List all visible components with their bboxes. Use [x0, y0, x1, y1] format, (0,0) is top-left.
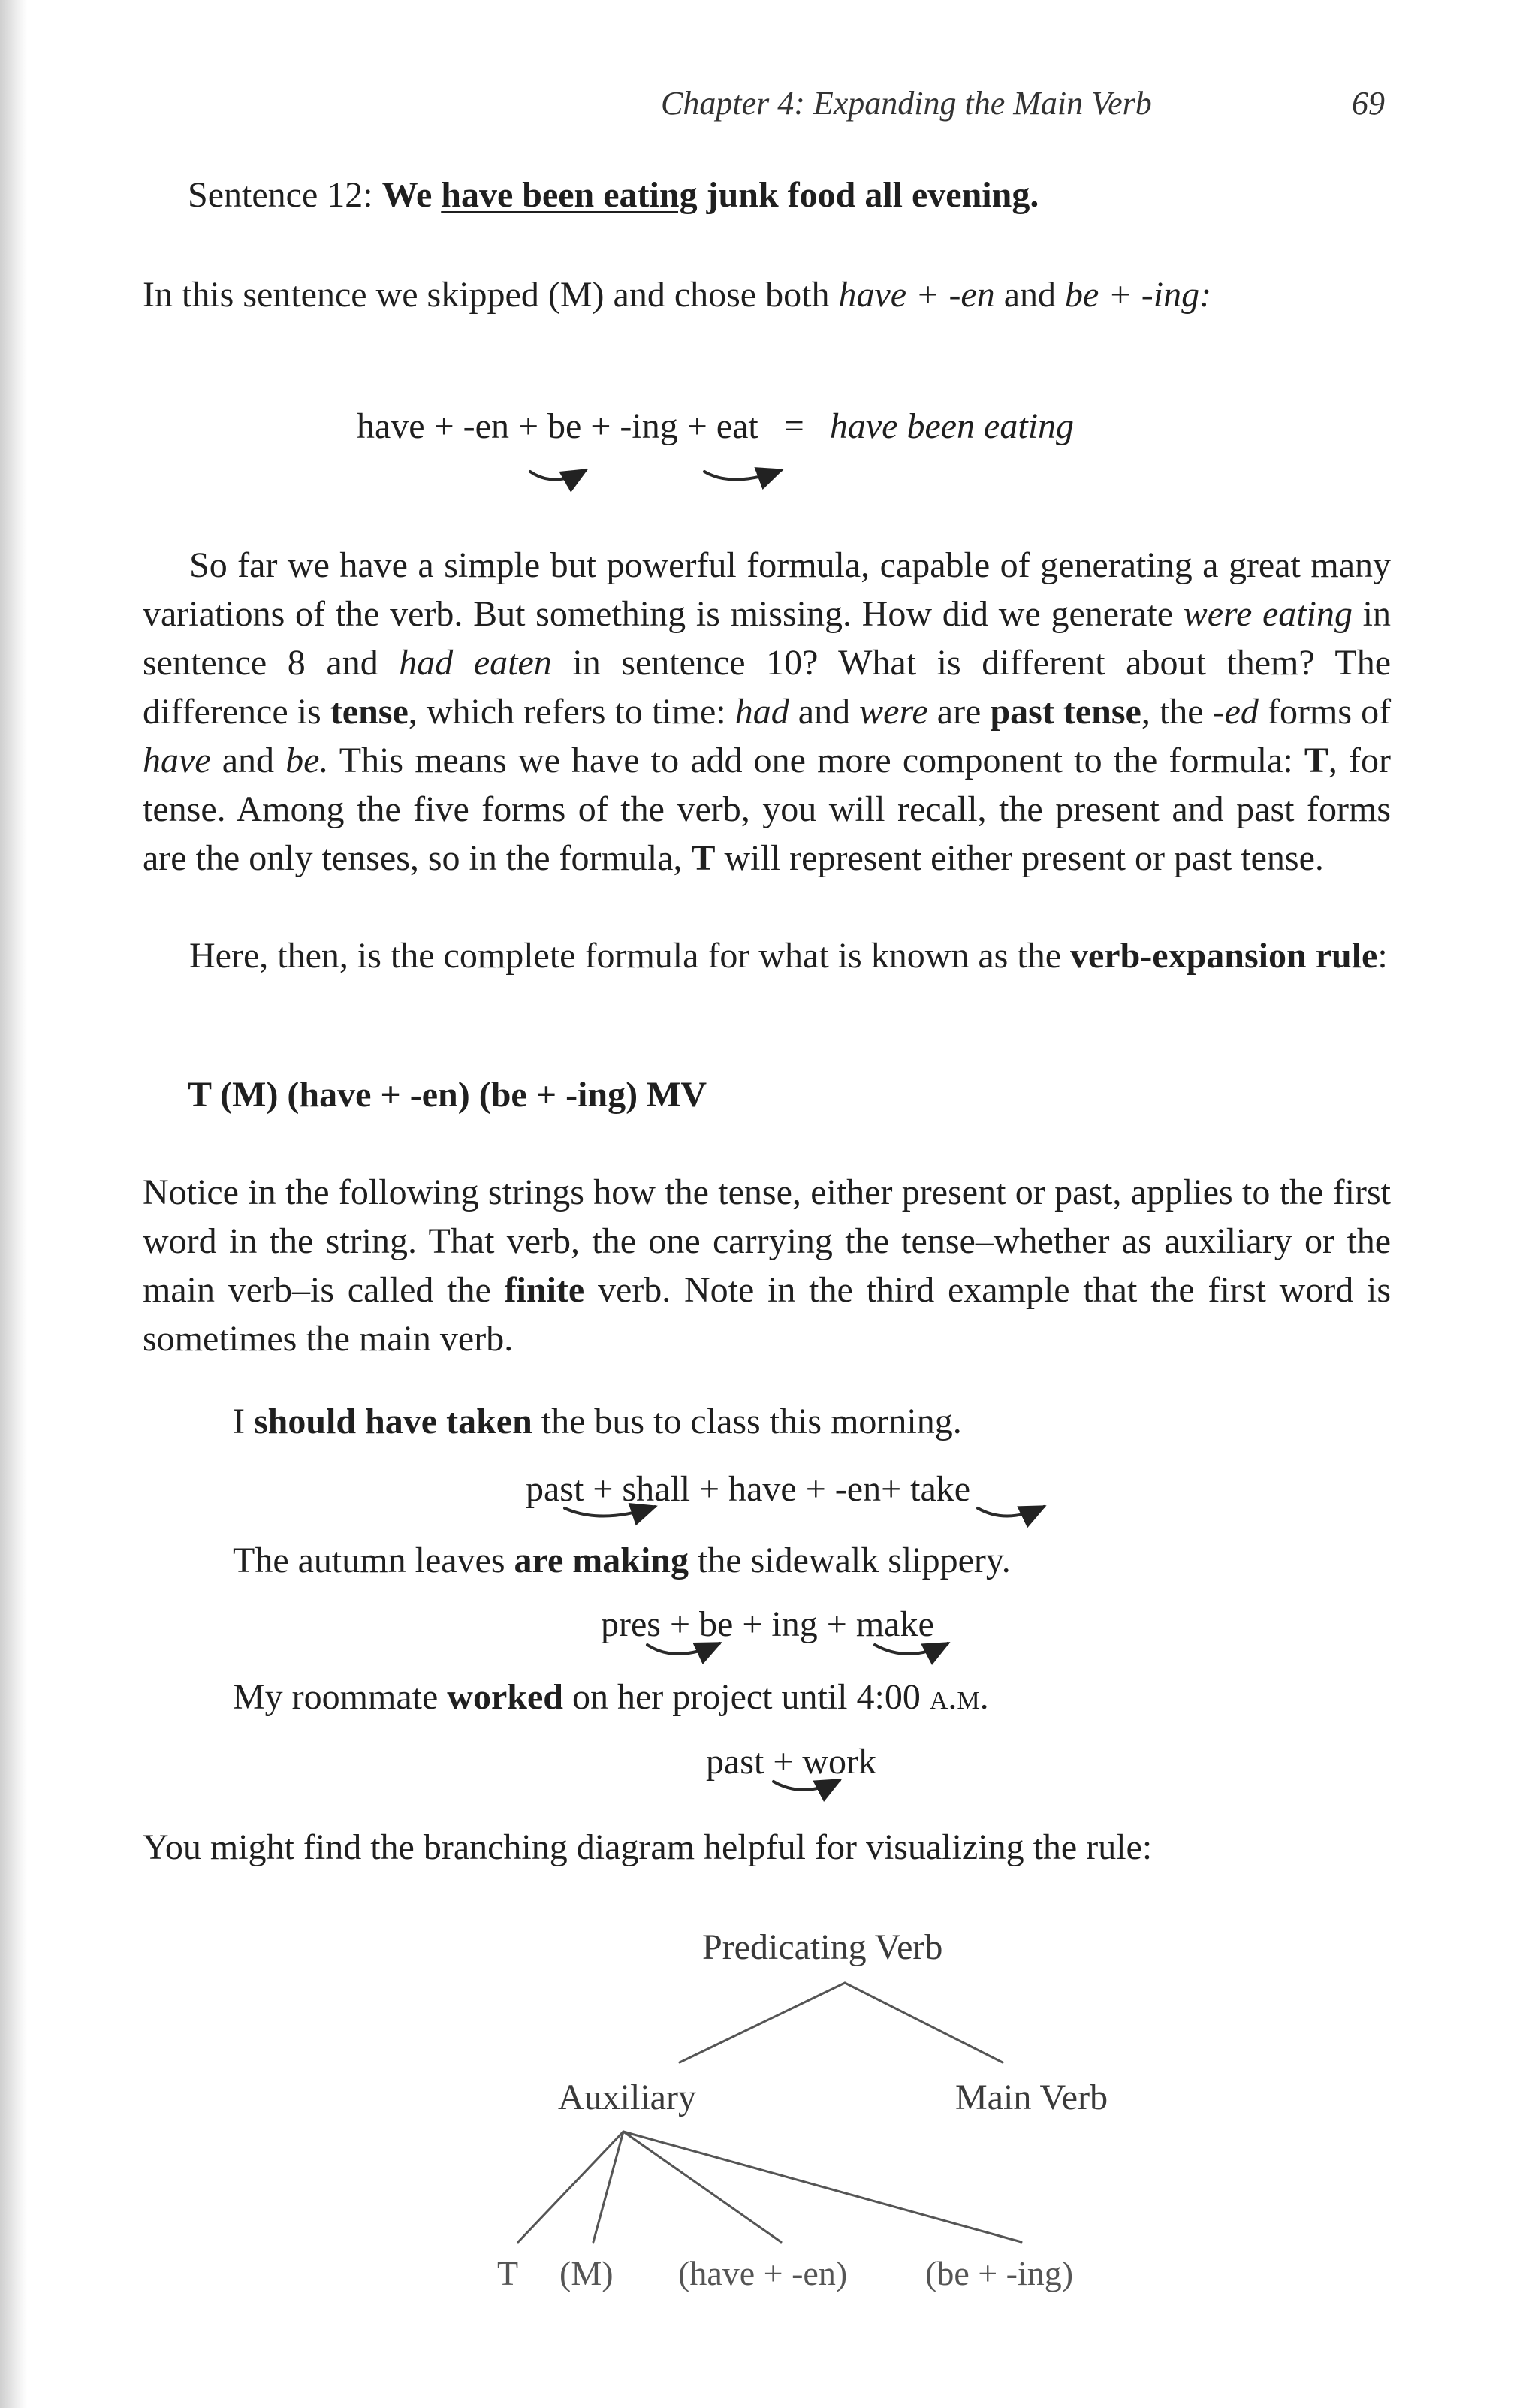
- emphasis: had eaten: [399, 643, 552, 683]
- sentence-label: Sentence 12:: [188, 175, 373, 215]
- underlined-verb: have been eating: [441, 175, 698, 215]
- text: So far we have a simple but powerful formula, capable of generating a great many variations of the verb. But something is missing. How did we generate: [143, 545, 1391, 634]
- tree-leaf-be-ing: (be + -ing): [925, 2254, 1074, 2292]
- verb-phrase: are making: [514, 1540, 689, 1580]
- curve-arrow-icon: [978, 1507, 1044, 1516]
- formula-result: have been eating: [829, 406, 1075, 446]
- text: verb. Note in the third example that the first word is sometimes the main verb.: [143, 1270, 1391, 1359]
- text: the bus to class this morning.: [541, 1402, 962, 1441]
- tree-branch-line: [680, 1983, 845, 2062]
- text: the sidewalk slippery.: [697, 1540, 1011, 1580]
- text: :: [1377, 936, 1388, 976]
- text: and: [222, 741, 275, 780]
- term: T: [1304, 741, 1328, 780]
- term: past tense: [990, 692, 1141, 732]
- emphasis: be.: [285, 741, 329, 780]
- emphasis: have: [143, 741, 211, 780]
- emphasis: be + -ing:: [1065, 275, 1212, 315]
- text: on her project until 4:00: [571, 1677, 921, 1717]
- tree-branch-line: [623, 2132, 781, 2242]
- emphasis: -ed: [1212, 692, 1259, 732]
- curve-arrow-icon: [774, 1780, 840, 1790]
- example-formula: past + shall + have + -en+ take: [526, 1469, 971, 1509]
- term: verb-expansion rule: [1070, 936, 1378, 976]
- text: Notice in the following strings how the tense, either present or past, applies to the first word in the string. That verb, the one carrying the tense–whether as auxiliary or the main verb–is called the: [143, 1172, 1391, 1310]
- text: In this sentence we skipped (M) and chose both: [143, 275, 830, 315]
- paragraph-diagram-intro: You might find the branching diagram helpful for visualizing the rule:: [143, 1827, 1153, 1867]
- page-number: 69: [1352, 85, 1385, 122]
- text: and: [798, 692, 851, 732]
- tree-leaf-have-en: (have + -en): [678, 2254, 848, 2292]
- verb-phrase: worked: [447, 1677, 563, 1717]
- verb-phrase: should have taken: [253, 1402, 532, 1441]
- text: are: [936, 692, 982, 732]
- text: , which refers to time:: [408, 692, 726, 732]
- verb-expansion-rule: T (M) (have + -en) (be + -ing) MV: [188, 1075, 707, 1115]
- emphasis: have + -en: [838, 275, 995, 315]
- text: I: [233, 1402, 245, 1441]
- formula-expression: have + -en + be + -ing + eat: [357, 406, 758, 446]
- tree-branch-line: [623, 2132, 1021, 2242]
- term: tense: [330, 692, 409, 732]
- text: , for tense. Among the five forms of the verb, you will recall, the present and past forms are the only tenses, so in the formula,: [143, 741, 1391, 878]
- tree-branch-line: [845, 1983, 1003, 2062]
- text: The autumn leaves: [233, 1540, 505, 1580]
- text: will represent either present or past tense.: [724, 838, 1324, 878]
- tree-root-label: Predicating Verb: [702, 1927, 943, 1967]
- term: T: [691, 838, 716, 878]
- curve-arrow-icon: [875, 1643, 948, 1654]
- curve-arrow-icon: [565, 1507, 655, 1516]
- text: and: [1003, 275, 1057, 315]
- text: in sentence 10? What is different about them? The difference is: [143, 643, 1392, 732]
- text: in sentence 8 and: [143, 594, 1391, 683]
- term: finite: [504, 1270, 585, 1310]
- emphasis: were: [859, 692, 928, 732]
- emphasis: had: [734, 692, 789, 732]
- text: My roommate: [233, 1677, 439, 1717]
- running-title: Chapter 4: Expanding the Main Verb: [661, 85, 1152, 122]
- text: , the: [1141, 692, 1204, 732]
- example-formula: pres + be + ing + make: [601, 1604, 934, 1644]
- emphasis: were eating: [1183, 594, 1353, 634]
- text: This means we have to add one more component to the formula:: [339, 741, 1293, 780]
- tree-main-verb-label: Main Verb: [955, 2078, 1108, 2117]
- tree-auxiliary-label: Auxiliary: [558, 2078, 696, 2117]
- subject: We: [381, 175, 433, 215]
- tree-leaf-modal: (M): [559, 2254, 614, 2292]
- equals-sign: =: [783, 406, 804, 446]
- tree-leaf-tense: T: [497, 2254, 519, 2292]
- text: forms of: [1268, 692, 1392, 732]
- curve-arrow-icon: [704, 470, 781, 480]
- example-formula: past + work: [706, 1742, 877, 1782]
- curve-arrow-icon: [647, 1643, 719, 1654]
- curve-arrow-icon: [530, 470, 586, 480]
- text: Here, then, is the complete formula for what is known as the: [189, 936, 1061, 976]
- time-suffix: a.m.: [929, 1677, 989, 1717]
- sentence-rest: junk food all evening.: [706, 175, 1039, 215]
